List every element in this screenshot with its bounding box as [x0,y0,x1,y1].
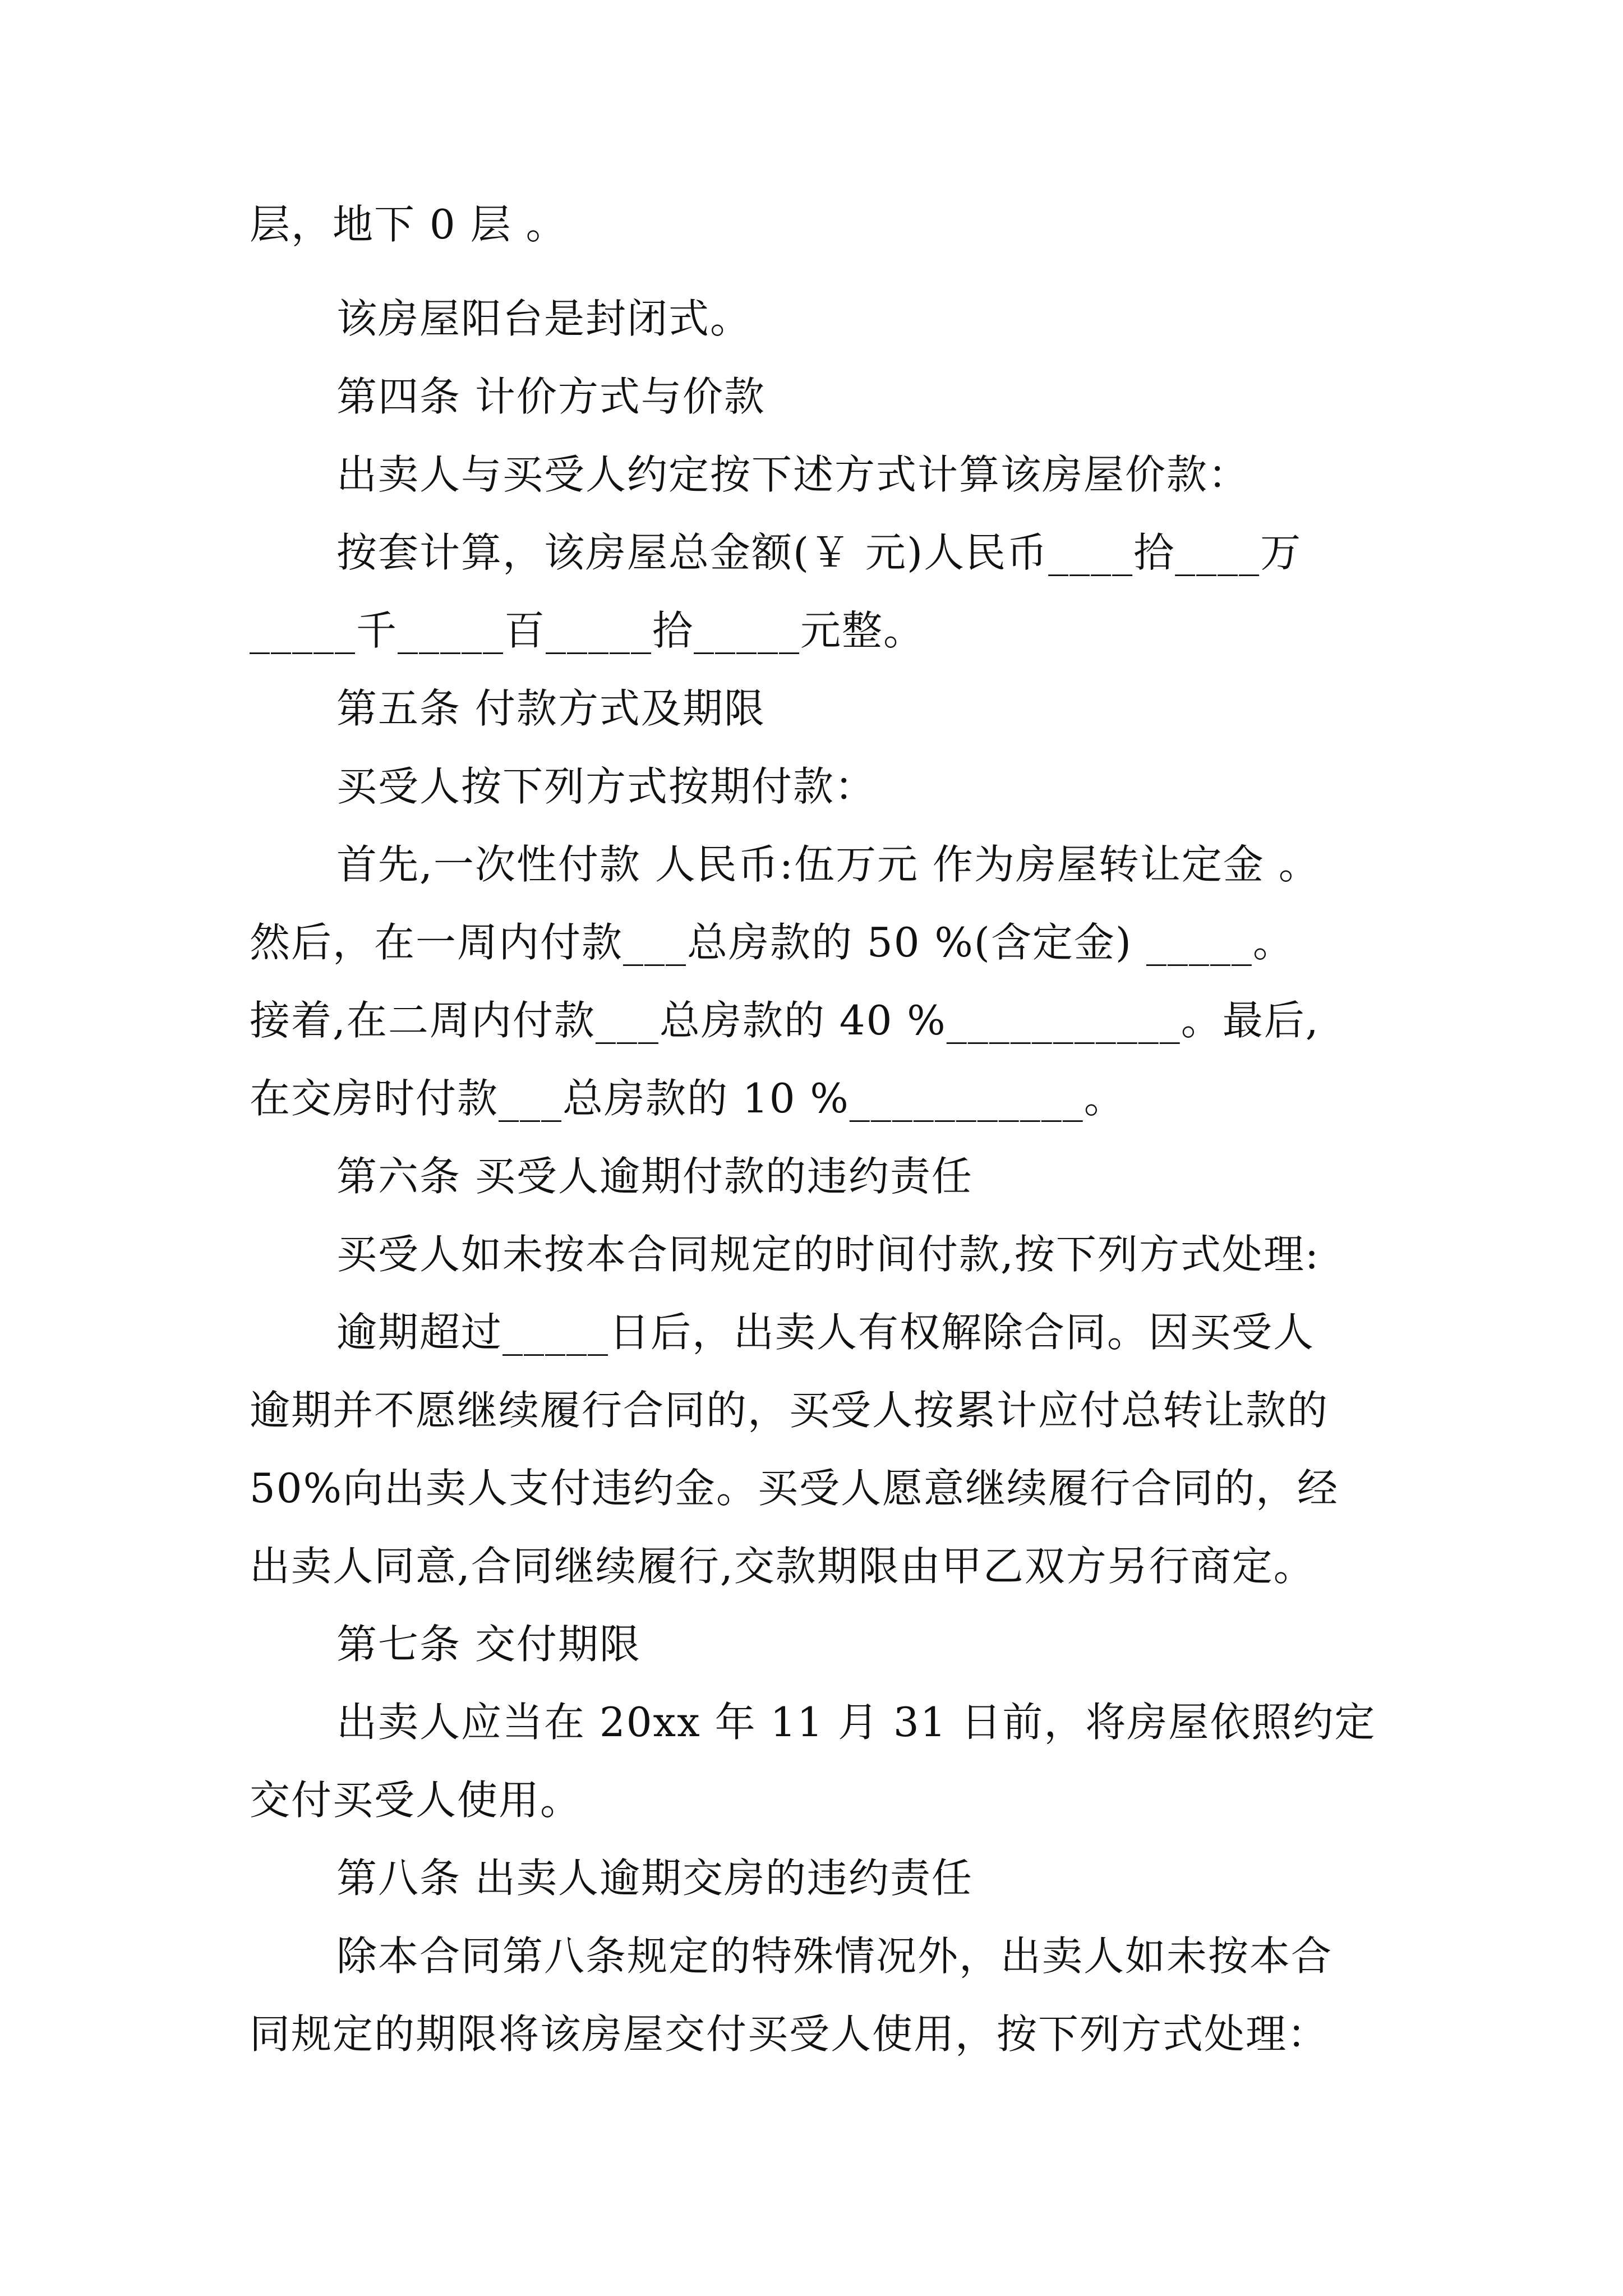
text-line: 接着,在二周内付款___总房款的 40 %___________。最后, [250,997,1320,1044]
text-line: 除本合同第八条规定的特殊情况外，出卖人如未按本合 [336,1932,1333,1980]
text-line: 同规定的期限将该房屋交付买受人使用，按下列方式处理： [250,2010,1329,2058]
text-line: 出卖人应当在 20xx 年 11 月 31 日前，将房屋依照约定 [336,1699,1376,1746]
text-line: 出卖人同意,合同继续履行,交款期限由甲乙双方另行商定。 [250,1543,1315,1590]
section-heading: 第七条 交付期限 [336,1621,641,1668]
text-line: 买受人按下列方式按期付款： [336,763,877,810]
section-heading: 第八条 出卖人逾期交房的违约责任 [336,1855,973,1902]
text-line: _____千_____百_____拾_____元整。 [250,607,925,654]
text-line: 逾期超过_____日后，出卖人有权解除合同。因买受人 [336,1309,1315,1356]
text-line: 买受人如未按本合同规定的时间付款,按下列方式处理: [336,1231,1320,1278]
text-line: 该房屋阳台是封闭式。 [336,295,752,342]
text-line: 首先,一次性付款 人民币:伍万元 作为房屋转让定金 。 [336,841,1320,888]
text-line: 按套计算，该房屋总金额(￥ 元)人民币____拾____万 [336,529,1302,576]
text-line: 交付买受人使用。 [250,1777,582,1824]
text-line: 然后，在一周内付款___总房款的 50 %(含定金) _____。 [250,919,1294,966]
text-line: 在交房时付款___总房款的 10 %___________。 [250,1075,1126,1122]
section-heading: 第五条 付款方式及期限 [336,685,766,732]
section-heading: 第四条 计价方式与价款 [336,373,766,420]
text-line: 出卖人与买受人约定按下述方式计算该房屋价款： [336,451,1250,498]
section-heading: 第六条 买受人逾期付款的违约责任 [336,1153,973,1200]
text-line: 50%向出卖人支付违约金。买受人愿意继续履行合同的，经 [250,1465,1339,1512]
text-line: 逾期并不愿继续履行合同的，买受人按累计应付总转让款的 [250,1387,1329,1434]
text-line: 层，地下 0 层 。 [250,201,568,248]
